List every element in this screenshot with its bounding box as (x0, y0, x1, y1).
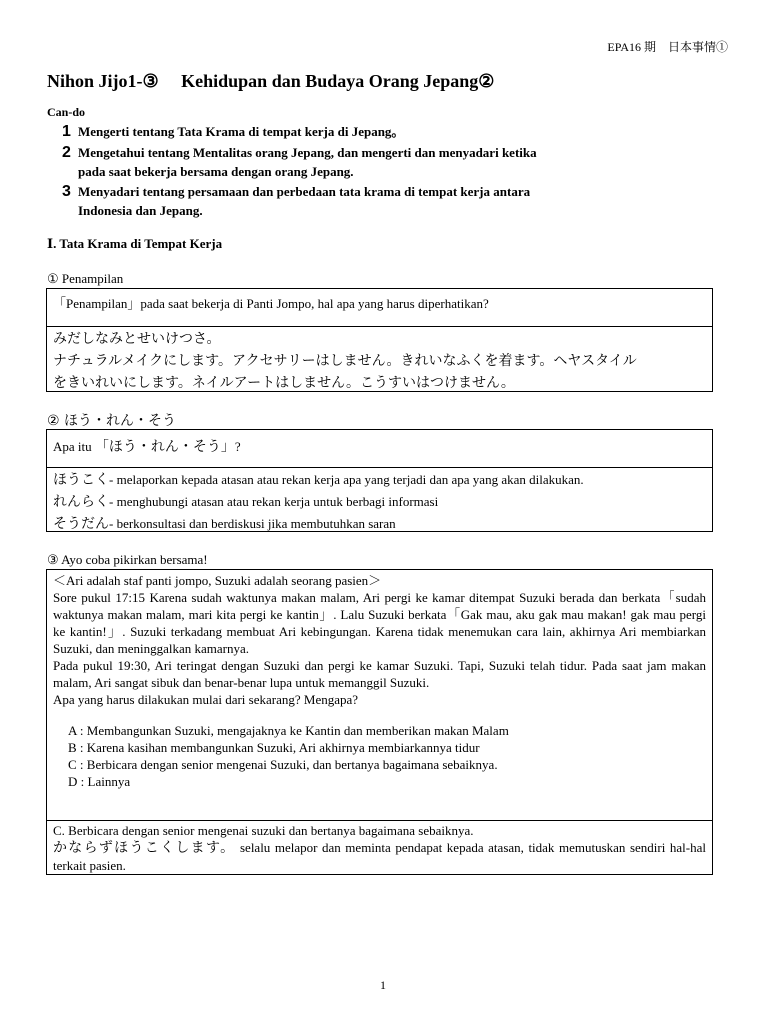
cando-item-3 (62, 182, 530, 220)
cando-number: 3 (62, 183, 71, 200)
scenario-intro: ＜Ari adalah staf panti jompo, Suzuki adalah seorang pasien＞ (53, 573, 382, 588)
cando-item-2 (62, 143, 537, 181)
option-b: B : Karena kasihan membangunkan Suzuki, Ari akhirnya membiarkannya tidur (68, 740, 480, 755)
answer-options (53, 722, 706, 790)
scenario-paragraph: Pada pukul 19:30, Ari teringat dengan Suzuki dan pergi ke kamar Suzuki. Tapi, Suzuki telah tidur. Pada saat jam makan malam, Ari sangat sibuk dan benar-benar lupa untuk memanggil Suzuki. (53, 658, 706, 690)
cando-text-continued: Indonesia dan Jepang. (78, 203, 203, 218)
scenario-paragraph: Sore pukul 17:15 Karena sudah waktunya makan malam, Ari pergi ke kamar ditempat Suzuki berada dan berkata「sudah waktunya makan malam, mari kita pergi ke kantin」. Lalu Suzuki berkata「Gak mau, aku gak mau makan! gak mau pergi ke kantin!」. Suzuki terkadang membuat Ari kebingungan. Karena tidak menemukan cara lain, akhirnya Ari membiarkan Suzuki, dan meninggalkan kamarnya. (53, 590, 706, 656)
horenso-box (46, 429, 713, 532)
subsection-label-penampilan: ① Penampilan (47, 271, 124, 286)
question-mark: ? (234, 439, 241, 454)
cando-text: Mengetahui tentang Mentalitas orang Jepang, dan mengerti dan menyadari ketika (78, 145, 537, 160)
case-study-box (46, 569, 713, 875)
question-japanese: 「ほう・れん・そう」 (94, 439, 235, 455)
term-japanese: そうだん (53, 516, 109, 532)
answer-line: ナチュラルメイクにします。アクセサリーはしません。きれいなふくを着ます。ヘヤスタイル (53, 353, 637, 369)
term-definition: - melaporkan kepada atasan atau rekan kerja apa yang terjadi dan apa yang akan dilakukan. (109, 472, 584, 487)
case-study-scenario (47, 570, 712, 821)
definition-soudan (53, 513, 706, 535)
term-japanese: れんらく (53, 494, 109, 510)
header-course-label: EPA16 期 日本事情① (607, 40, 728, 54)
option-c: C : Berbicara dengan senior mengenai Suzuki, dan bertanya bagaimana sebaiknya. (68, 757, 498, 772)
horenso-question (47, 430, 712, 468)
cando-number: 2 (62, 144, 71, 161)
cando-label: Can-do (47, 105, 86, 119)
cando-text: Mengerti tentang Tata Krama di tempat kerja di Jepang。 (78, 124, 405, 139)
horenso-answer (47, 468, 712, 539)
term-definition: - menghubungi atasan atau rekan kerja untuk berbagi informasi (109, 494, 439, 509)
cando-text: Menyadari tentang persamaan dan perbedaan tata krama di tempat kerja antara (78, 184, 531, 199)
answer-japanese: かならずほうこくします。 (53, 840, 236, 856)
answer-choice: C. Berbicara dengan senior mengenai suzuki dan bertanya bagaimana sebaiknya. (53, 823, 474, 838)
answer-explanation (53, 839, 706, 874)
page-title: Nihon Jijo1-③ Kehidupan dan Budaya Orang Jepang② (47, 71, 495, 91)
page-number: 1 (380, 978, 386, 992)
term-japanese: ほうこく (53, 472, 109, 488)
cando-text-continued: pada saat bekerja bersama dengan orang Jepang. (78, 164, 354, 179)
question-text: Apa itu (53, 439, 95, 454)
answer-line: をきいれいにします。ネイルアートはしません。こうすいはつけません。 (53, 375, 515, 391)
case-study-answer (47, 821, 712, 878)
option-a: A : Membangunkan Suzuki, mengajaknya ke Kantin dan memberikan makan Malam (68, 723, 509, 738)
subsection-label-horenso: ② ほう・れん・そう (47, 413, 177, 429)
answer-text: selalu melapor dan meminta pendapat kepada atasan, tidak memutuskan sendiri hal-hal terkait pasien. (53, 840, 706, 873)
option-d: D : Lainnya (68, 774, 131, 789)
scenario-question: Apa yang harus dilakukan mulai dari sekarang? Mengapa? (53, 692, 359, 707)
definition-houkoku (53, 469, 706, 491)
cando-number: 1 (62, 123, 71, 140)
penampilan-question: 「Penampilan」pada saat bekerja di Panti Jompo, hal apa yang harus diperhatikan? (47, 289, 712, 327)
cando-item-1 (62, 122, 404, 141)
section-heading: Ⅰ. Tata Krama di Tempat Kerja (47, 236, 223, 251)
penampilan-answer (47, 327, 712, 398)
term-definition: - berkonsultasi dan berdiskusi jika membutuhkan saran (109, 516, 396, 531)
answer-line: みだしなみとせいけつさ。 (53, 331, 221, 347)
definition-renraku (53, 491, 706, 513)
subsection-label-case-study: ③ Ayo coba pikirkan bersama! (47, 552, 208, 567)
penampilan-box (46, 288, 713, 392)
